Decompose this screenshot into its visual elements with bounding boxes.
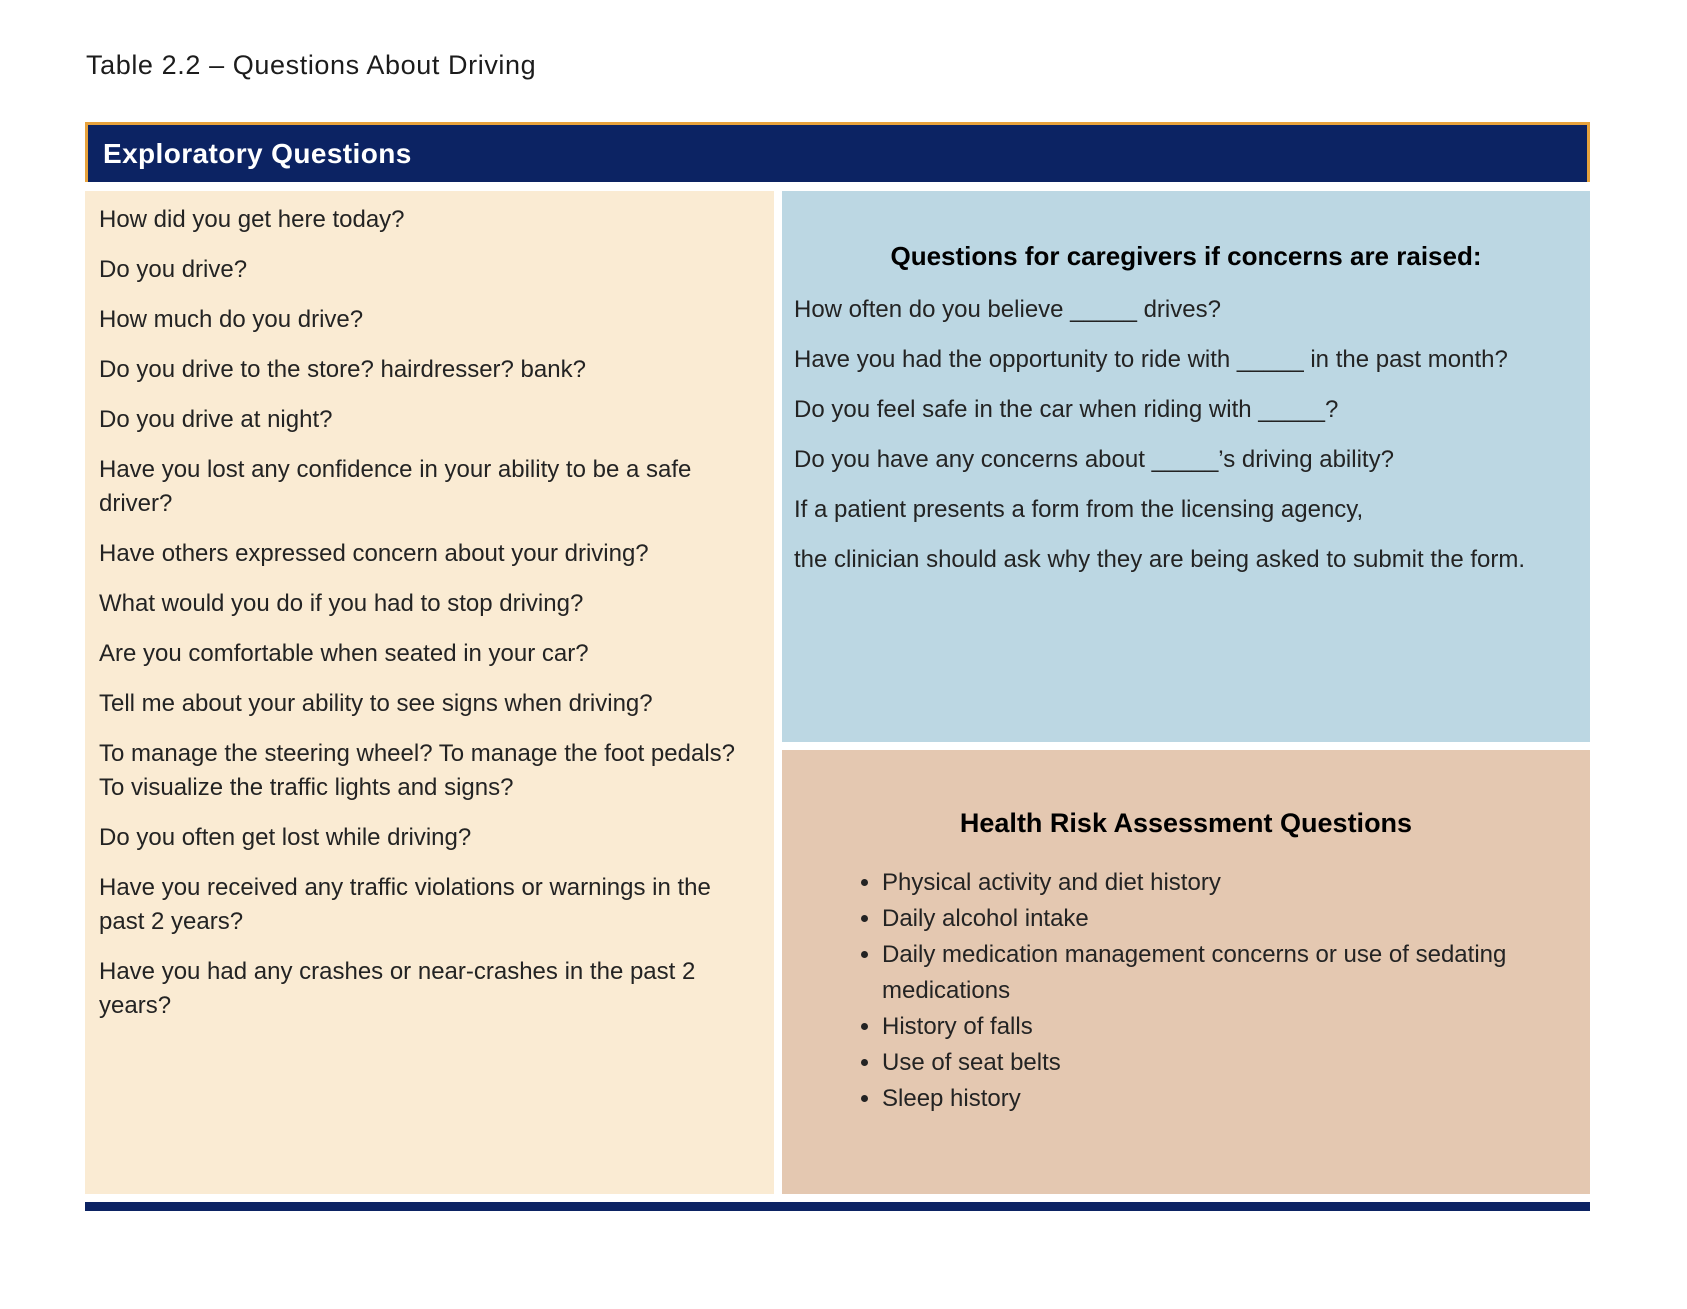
health-risk-item: • Use of seat belts (882, 1045, 1578, 1081)
exploratory-question: What would you do if you had to stop driving? (99, 590, 584, 617)
caregiver-question: Do you feel safe in the car when riding with _____? (794, 396, 1339, 423)
exploratory-question: Do you drive to the store? hairdresser? bank? (99, 356, 586, 383)
health-risk-cell (782, 750, 1590, 1194)
exploratory-question: Do you drive? (99, 256, 248, 283)
table-body (85, 191, 1590, 1194)
caregiver-question: Have you had the opportunity to ride with _____ in the past month? (794, 346, 1508, 373)
exploratory-question: To manage the steering wheel? To manage the foot pedals? To visualize the traffic lights and signs? (99, 740, 735, 801)
exploratory-question: Do you often get lost while driving? (99, 824, 472, 851)
caregiver-note: If a patient presents a form from the licensing agency, (794, 496, 1364, 523)
health-risk-list (794, 865, 1578, 1117)
table-header-label: Exploratory Questions (103, 137, 412, 169)
exploratory-questions-cell (85, 191, 774, 1194)
health-risk-item: • History of falls (882, 1009, 1578, 1045)
caregiver-question: Do you have any concerns about _____’s driving ability? (794, 446, 1394, 473)
table-caption: Table 2.2 – Questions About Driving (86, 50, 537, 80)
exploratory-question: Have others expressed concern about your driving? (99, 540, 649, 567)
right-column (782, 191, 1590, 1194)
exploratory-question: Are you comfortable when seated in your car? (99, 640, 589, 667)
questions-table (85, 122, 1590, 1211)
health-risk-item: • Daily medication management concerns or use of sedating medications (882, 937, 1578, 1009)
caregiver-question: How often do you believe _____ drives? (794, 296, 1221, 323)
health-risk-item: • Sleep history (882, 1081, 1578, 1117)
exploratory-question: Have you lost any confidence in your ability to be a safe driver? (99, 456, 692, 517)
exploratory-question: Tell me about your ability to see signs when driving? (99, 690, 653, 717)
exploratory-question: How did you get here today? (99, 206, 405, 233)
caregiver-note: the clinician should ask why they are being asked to submit the form. (794, 546, 1526, 573)
caregiver-questions-cell (782, 191, 1590, 742)
health-risk-item: • Physical activity and diet history (882, 865, 1578, 901)
health-risk-heading: Health Risk Assessment Questions (959, 808, 1413, 838)
exploratory-question: Have you had any crashes or near-crashes in the past 2 years? (99, 958, 696, 1019)
exploratory-question: Do you drive at night? (99, 406, 333, 433)
health-risk-item: • Daily alcohol intake (882, 901, 1578, 937)
table-header-bar (85, 122, 1590, 182)
exploratory-question: How much do you drive? (99, 306, 364, 333)
table-bottom-border (85, 1202, 1590, 1211)
caregiver-questions-heading: Questions for caregivers if concerns are raised: (890, 241, 1482, 271)
exploratory-question: Have you received any traffic violations or warnings in the past 2 years? (99, 874, 711, 935)
